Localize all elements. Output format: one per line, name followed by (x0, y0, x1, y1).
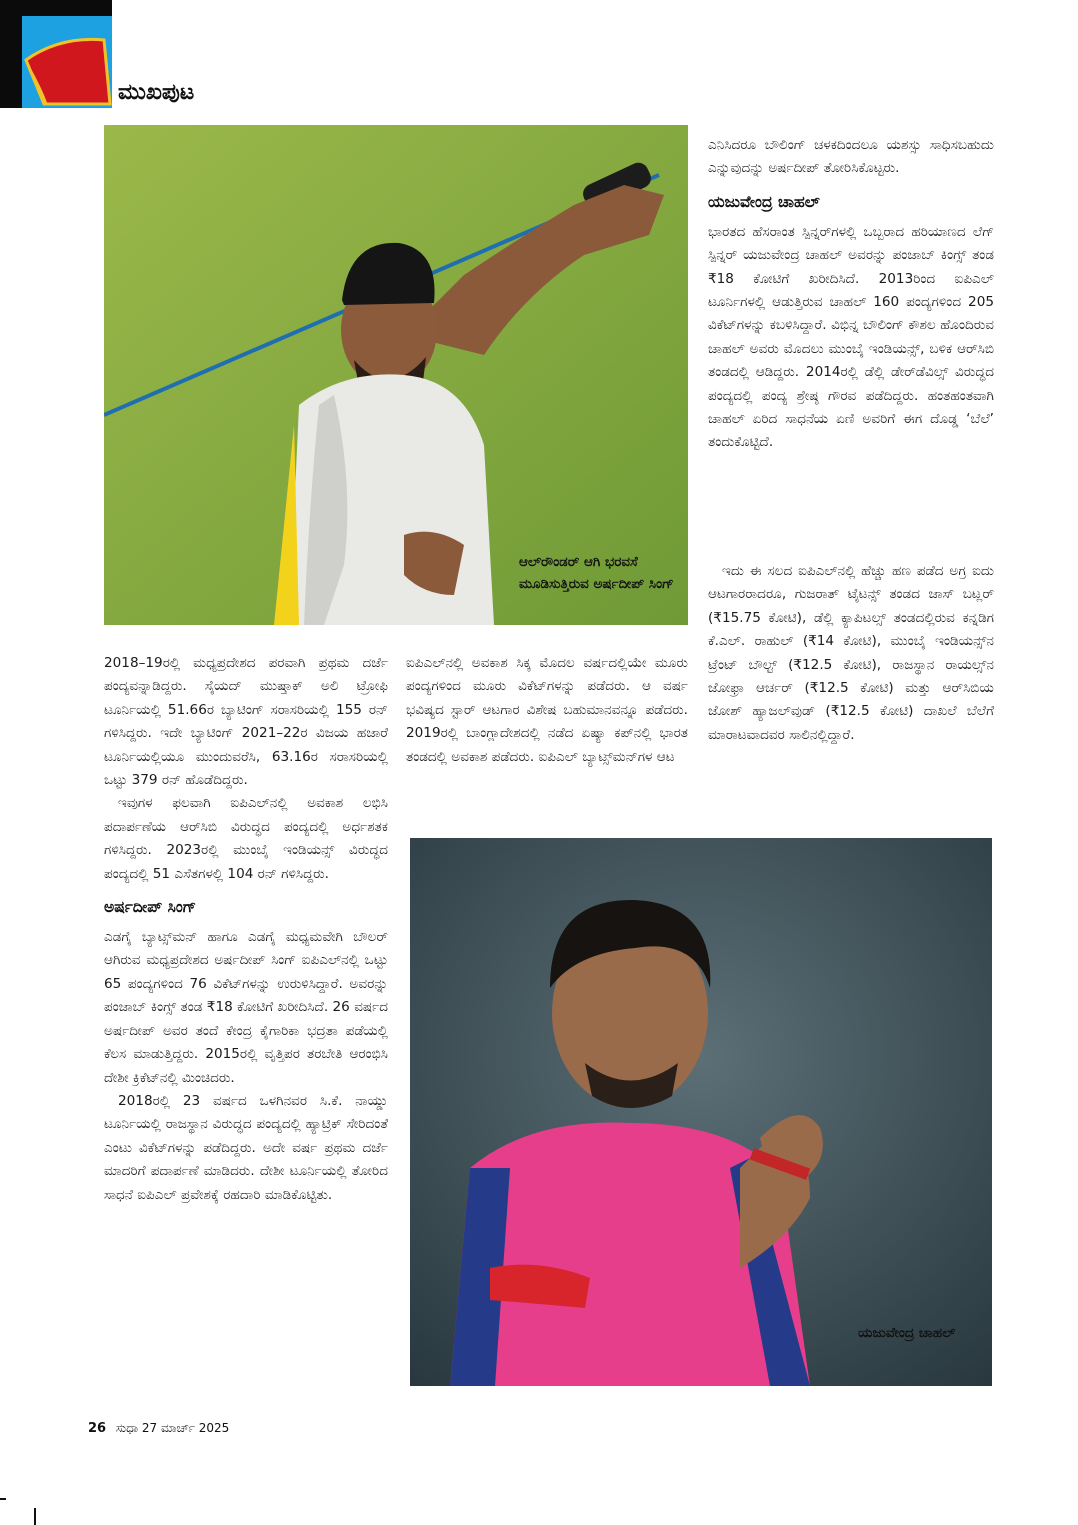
chahal-heading: ಯಜುವೇಂದ್ರ ಚಾಹಲ್ (708, 192, 820, 211)
right-column-top (708, 134, 994, 455)
paragraph: ಎನಿಸಿದರೂ ಬೌಲಿಂಗ್ ಚಳಕದಿಂದಲೂ ಯಶಸ್ಸು ಸಾಧಿಸಬಹುದು ಎನ್ನುವುದನ್ನು ಅರ್ಷದೀಪ್ ತೋರಿಸಿಕೊಟ್ಟರು. (708, 137, 994, 177)
paragraph: ಇದು ಈ ಸಲದ ಐಪಿಎಲ್‌ನಲ್ಲಿ ಹೆಚ್ಚು ಹಣ ಪಡೆದ ಅಗ್ರ ಐದು ಆಟಗಾರರಾದರೂ, ಗುಜರಾತ್ ಟೈಟನ್ಸ್ ತಂಡದ ಜಾಸ್ ಬಟ್ಲರ್ (₹15.75 ಕೋಟಿ), ಡೆಲ್ಲಿ ಕ್ಯಾಪಿಟಲ್ಸ್ ತಂಡದಲ್ಲಿರುವ ಕನ್ನಡಿಗ ಕೆ.ಎಲ್. ರಾಹುಲ್ (₹14 ಕೋಟಿ), ಮುಂಬೈ ಇಂಡಿಯನ್ಸ್‌ನ ಟ್ರೆಂಟ್ ಬೌಲ್ಟ್ (₹12.5 ಕೋಟಿ), ರಾಜಸ್ಥಾನ ರಾಯಲ್ಸ್‌ನ ಜೋಫ್ರಾ ಆರ್ಚರ್ (₹12.5 ಕೋಟಿ) ಮತ್ತು ಆರ್‌ಸಿಬಿಯ ಜೋಶ್ ಹ್ಯಾಜಲ್‌ವುಡ್ (₹12.5 ಕೋಟಿ) ದಾಖಲೆ ಬೆಲೆಗೆ ಮಾರಾಟವಾದವರ ಸಾಲಿನಲ್ಲಿದ್ದಾರೆ. (708, 563, 994, 743)
left-column (104, 652, 388, 1207)
page-footer (88, 1420, 229, 1437)
issue-info: ಸುಧಾ 27 ಮಾರ್ಚ್ 2025 (115, 1421, 230, 1435)
paragraph: 2018–19ರಲ್ಲಿ ಮಧ್ಯಪ್ರದೇಶದ ಪರವಾಗಿ ಪ್ರಥಮ ದರ್ಜೆ ಪಂದ್ಯವನ್ನಾಡಿದ್ದರು. ಸೈಯದ್ ಮುಷ್ತಾಕ್ ಅಲಿ ಟ್ರೋಫಿ ಟೂರ್ನಿಯಲ್ಲಿ 51.66ರ ಬ್ಯಾಟಿಂಗ್ ಸರಾಸರಿಯಲ್ಲಿ 155 ರನ್ ಗಳಿಸಿದ್ದರು. ಇದೇ ಬ್ಯಾಟಿಂಗ್ 2021–22ರ ವಿಜಯ ಹಜಾರೆ ಟೂರ್ನಿಯಲ್ಲಿಯೂ ಮುಂದುವರೆಸಿ, 63.16ರ ಸರಾಸರಿಯಲ್ಲಿ ಒಟ್ಟು 379 ರನ್ ಹೊಡೆದಿದ್ದರು. (104, 655, 388, 789)
right-column-bottom (708, 560, 994, 747)
paragraph: ಇವುಗಳ ಫಲವಾಗಿ ಐಪಿಎಲ್‌ನಲ್ಲಿ ಅವಕಾಶ ಲಭಿಸಿ ಪದಾರ್ಪಣೆಯ ಆರ್‌ಸಿಬಿ ವಿರುದ್ಧದ ಪಂದ್ಯದಲ್ಲಿ ಅರ್ಧಶತಕ ಗಳಿಸಿದ್ದರು. 2023ರಲ್ಲಿ ಮುಂಬೈ ಇಂಡಿಯನ್ಸ್ ವಿರುದ್ಧದ ಪಂದ್ಯದಲ್ಲಿ 51 ಎಸೆತಗಳಲ್ಲಿ 104 ರನ್ ಗಳಿಸಿದ್ದರು. (104, 795, 388, 882)
paragraph: 2018ರಲ್ಲಿ 23 ವರ್ಷದ ಒಳಗಿನವರ ಸಿ.ಕೆ. ನಾಯ್ಡು ಟೂರ್ನಿಯಲ್ಲಿ ರಾಜಸ್ಥಾನ ವಿರುದ್ಧದ ಪಂದ್ಯದಲ್ಲಿ ಹ್ಯಾಟ್ರಿಕ್ ಸೇರಿದಂತೆ ಎಂಟು ವಿಕೆಟ್‌ಗಳನ್ನು ಪಡೆದಿದ್ದರು. ಅದೇ ವರ್ಷ ಪ್ರಥಮ ದರ್ಜೆ ಮಾದರಿಗೆ ಪದಾರ್ಪಣೆ ಮಾಡಿದರು. ದೇಶೀ ಟೂರ್ನಿಯಲ್ಲಿ ತೋರಿದ ಸಾಧನೆ ಐಪಿಎಲ್ ಪ್ರವೇಶಕ್ಕೆ ರಹದಾರಿ ಮಾಡಿಕೊಟ್ಟಿತು. (104, 1092, 388, 1203)
crop-mark (34, 1508, 36, 1525)
arshdeep-singh-photo (104, 125, 688, 625)
arshdeep-heading: ಅರ್ಷದೀಪ್ ಸಿಂಗ್ (104, 898, 197, 917)
yuzvendra-chahal-photo (410, 838, 992, 1386)
page-number: 26 (88, 1421, 107, 1436)
crop-mark (0, 1498, 6, 1500)
paragraph: ಎಡಗೈ ಬ್ಯಾಟ್ಸ್‌ಮನ್ ಹಾಗೂ ಎಡಗೈ ಮಧ್ಯಮವೇಗಿ ಬೌಲರ್ ಆಗಿರುವ ಮಧ್ಯಪ್ರದೇಶದ ಅರ್ಷದೀಪ್ ಸಿಂಗ್ ಐಪಿಎಲ್‌ನಲ್ಲಿ ಒಟ್ಟು 65 ಪಂದ್ಯಗಳಿಂದ 76 ವಿಕೆಟ್‌ಗಳನ್ನು ಉರುಳಿಸಿದ್ದಾರೆ. ಅವರನ್ನು ಪಂಜಾಬ್ ಕಿಂಗ್ಸ್ ತಂಡ ₹18 ಕೋಟಿಗೆ ಖರೀದಿಸಿದೆ. 26 ವರ್ಷದ ಅರ್ಷದೀಪ್ ಅವರ ತಂದೆ ಕೇಂದ್ರ ಕೈಗಾರಿಕಾ ಭದ್ರತಾ ಪಡೆಯಲ್ಲಿ ಕೆಲಸ ಮಾಡುತ್ತಿದ್ದರು. 2015ರಲ್ಲಿ ವೃತ್ತಿಪರ ತರಬೇತಿ ಆರಂಭಿಸಿ ದೇಶೀ ಕ್ರಿಕೆಟ್‌ನಲ್ಲಿ ಮಿಂಚಿದರು. (104, 929, 388, 1086)
middle-column (406, 652, 688, 769)
chahal-photo-caption: ಯಜುವೇಂದ್ರ ಚಾಹಲ್ (858, 1325, 956, 1341)
magazine-logo-icon (0, 0, 112, 108)
section-title: ಮುಖಪುಟ (118, 80, 195, 105)
paragraph: ಭಾರತದ ಹೆಸರಾಂತ ಸ್ಪಿನ್ನರ್‌ಗಳಲ್ಲಿ ಒಬ್ಬರಾದ ಹರಿಯಾಣದ ಲೆಗ್ ಸ್ಪಿನ್ನರ್ ಯಜುವೇಂದ್ರ ಚಾಹಲ್ ಅವರನ್ನು ಪಂಜಾಬ್ ಕಿಂಗ್ಸ್ ತಂಡ ₹18 ಕೋಟಿಗೆ ಖರೀದಿಸಿದೆ. 2013ರಿಂದ ಐಪಿಎಲ್ ಟೂರ್ನಿಗಳಲ್ಲಿ ಆಡುತ್ತಿರುವ ಚಾಹಲ್ 160 ಪಂದ್ಯಗಳಿಂದ 205 ವಿಕೆಟ್‌ಗಳನ್ನು ಕಬಳಿಸಿದ್ದಾರೆ. ವಿಭಿನ್ನ ಬೌಲಿಂಗ್ ಕೌಶಲ ಹೊಂದಿರುವ ಚಾಹಲ್ ಅವರು ಮೊದಲು ಮುಂಬೈ ಇಂಡಿಯನ್ಸ್, ಬಳಿಕ ಆರ್‌ಸಿಬಿ ತಂಡದಲ್ಲಿ ಆಡಿದ್ದರು. 2014ರಲ್ಲಿ ಡೆಲ್ಲಿ ಡೇರ್‌ಡೆವಿಲ್ಸ್ ವಿರುದ್ಧದ ಪಂದ್ಯದಲ್ಲಿ ಪಂದ್ಯ ಶ್ರೇಷ್ಠ ಗೌರವ ಪಡೆದಿದ್ದರು. ಹಂತಹಂತವಾಗಿ ಚಾಹಲ್ ಏರಿದ ಸಾಧನೆಯ ಏಣಿ ಅವರಿಗೆ ಈಗ ದೊಡ್ಡ ‘ಬೆಲೆ’ ತಂದುಕೊಟ್ಟಿದೆ. (708, 223, 994, 451)
arshdeep-photo-caption: ಆಲ್‌ರೌಂಡರ್ ಆಗಿ ಭರವಸೆ ಮೂಡಿಸುತ್ತಿರುವ ಅರ್ಷದೀಪ್ ಸಿಂಗ್ (519, 554, 674, 592)
paragraph: ಐಪಿಎಲ್‌ನಲ್ಲಿ ಅವಕಾಶ ಸಿಕ್ಕ ಮೊದಲ ವರ್ಷದಲ್ಲಿಯೇ ಮೂರು ಪಂದ್ಯಗಳಿಂದ ಮೂರು ವಿಕೆಟ್‌ಗಳನ್ನು ಪಡೆದರು. ಆ ವರ್ಷ ಭವಿಷ್ಯದ ಸ್ಟಾರ್ ಆಟಗಾರ ವಿಶೇಷ ಬಹುಮಾನವನ್ನೂ ಪಡೆದರು. 2019ರಲ್ಲಿ ಬಾಂಗ್ಲಾದೇಶದಲ್ಲಿ ನಡೆದ ಏಷ್ಯಾ ಕಪ್‌ನಲ್ಲಿ ಭಾರತ ತಂಡದಲ್ಲಿ ಅವಕಾಶ ಪಡೆದರು. ಐಪಿಎಲ್ ಬ್ಯಾಟ್ಸ್‌ಮನ್‌ಗಳ ಆಟ (406, 655, 688, 765)
